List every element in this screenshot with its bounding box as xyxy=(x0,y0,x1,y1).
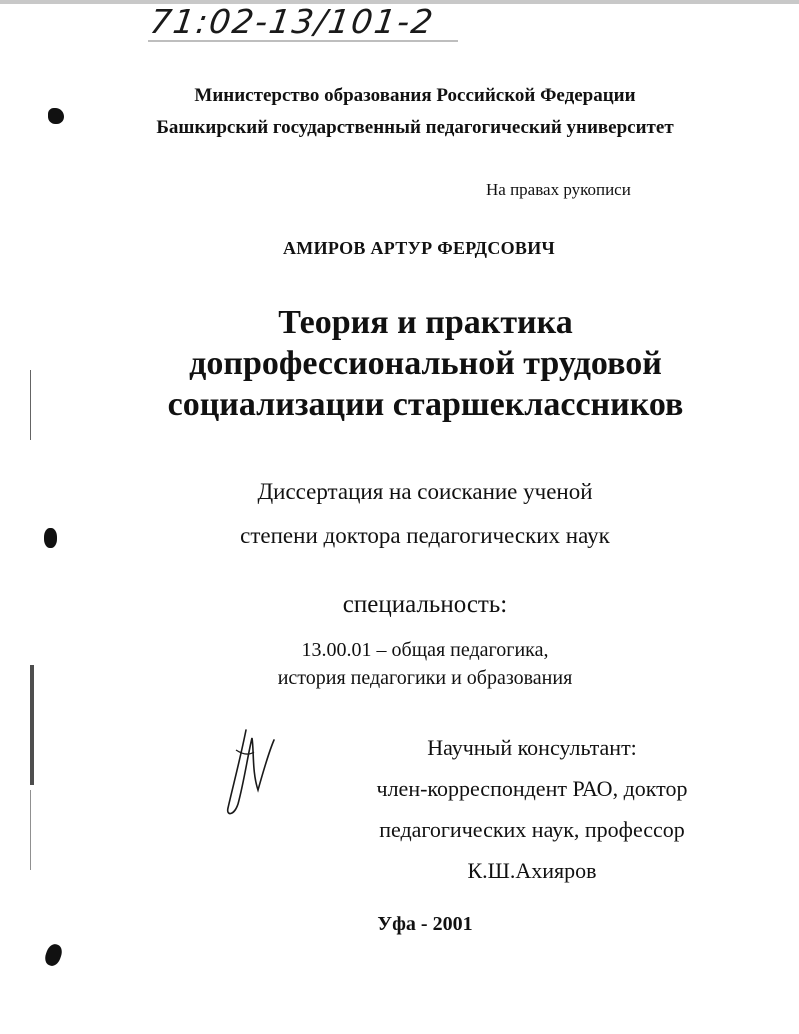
thesis-line: степени доктора педагогических наук xyxy=(240,523,610,548)
ministry-name: Министерство образования Российской Федерации xyxy=(194,85,636,106)
scan-mark xyxy=(48,108,64,124)
thesis-type xyxy=(0,470,799,558)
consultant-name: К.Ш.Ахияров xyxy=(467,858,597,883)
thesis-line: Диссертация на соискание ученой xyxy=(257,479,593,504)
scientific-consultant xyxy=(352,727,712,891)
title-line: Теория и практика xyxy=(278,304,573,341)
consultant-degree: педагогических наук, профессор xyxy=(379,817,685,842)
consultant-label: Научный консультант: xyxy=(427,735,637,760)
rights-note: На правах рукописи xyxy=(486,180,631,199)
specialty-line: 13.00.01 – общая педагогика, xyxy=(301,639,549,661)
specialty-value xyxy=(0,636,799,692)
title-line: социализации старшеклассников xyxy=(167,386,684,423)
author-name: АМИРОВ АРТУР ФЕРДСОВИЧ xyxy=(283,238,556,258)
scan-mark xyxy=(43,942,65,968)
place-year: Уфа - 2001 xyxy=(377,913,473,935)
specialty-line: история педагогики и образования xyxy=(277,667,573,689)
archive-code: 71:02-13/101-2 xyxy=(147,2,438,41)
thesis-title xyxy=(26,302,799,425)
university-name: Башкирский государственный педагогический университет xyxy=(156,117,674,138)
scan-margin-line xyxy=(30,790,31,870)
specialty-label: специальность: xyxy=(342,591,508,618)
signature-icon xyxy=(218,720,278,820)
title-line: допрофессиональной трудовой xyxy=(189,345,662,382)
consultant-title: член-корреспондент РАО, доктор xyxy=(376,776,688,801)
archive-underline xyxy=(148,40,458,42)
